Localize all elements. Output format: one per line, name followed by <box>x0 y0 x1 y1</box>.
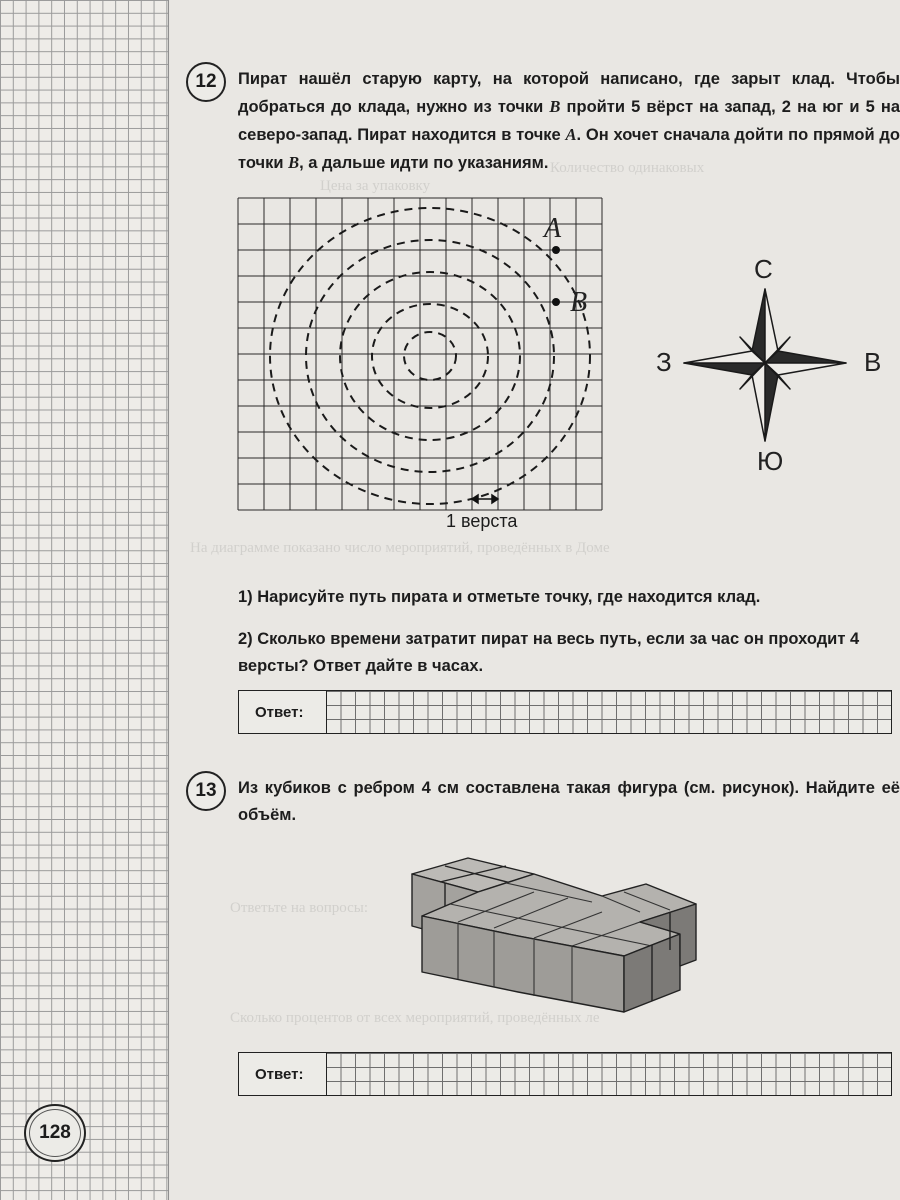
point-b-dot <box>552 298 560 306</box>
compass-south-label: Ю <box>757 446 784 476</box>
task-12-text-part: , а дальше идти по указаниям. <box>299 154 549 172</box>
task-12-text-part: пройти 5 вёрст на запад, 2 на юг и 5 на северо-запад. Пират находится в точке <box>238 98 900 144</box>
compass-north-label: С <box>754 254 773 284</box>
map-label-point-b: B <box>570 287 588 318</box>
scale-arrow <box>472 495 498 503</box>
task-12-question-1: 1) Нарисуйте путь пирата и отметьте точку, где находится клад. <box>238 588 761 606</box>
treasure-map-grid[interactable] <box>236 196 616 546</box>
task-12-text-part: Пират нашёл старую карту, на которой написано, где зарыт клад. Чтобы добраться до клада, нужно из точки <box>238 70 900 116</box>
margin-grid-paper <box>0 0 169 1200</box>
map-scale-label: 1 верста <box>442 511 521 532</box>
map-label-point-a: A <box>544 213 562 244</box>
page-number-badge: 128 <box>24 1104 86 1162</box>
task-12-text-part: . Он хочет сначала дойти по прямой до точки <box>238 126 900 172</box>
task-13-number: 13 <box>186 771 226 811</box>
task-12-point-b: B <box>288 153 300 172</box>
task-13-answer-field[interactable] <box>238 1052 892 1096</box>
compass-west-label: З <box>656 347 672 377</box>
task-12-text <box>238 66 900 177</box>
task-12-point-a: A <box>565 125 577 144</box>
compass-east-label: В <box>864 347 882 377</box>
task-12-point-b: B <box>549 97 561 116</box>
task-12-answer-field[interactable] <box>238 690 892 734</box>
compass-rose-icon <box>680 285 850 445</box>
workbook-page: Количество одинаковых Цена за упаковку На диаграмме показано число мероприятий, проведённых в Доме Ответьте на вопросы: Сколько процентов от всех мероприятий, проведённых ле 12 Пират нашёл старую карту, на которой написано, где зарыт клад. Чтобы добраться до клада, нужно из точки B пройти 5 вёрст на запад, 2 на юг и 5 на северо-запад. Пират находится в точке A. Он хочет сначала дойти по прямой до точки B, а дальше идти по указаниям. A B 1 верста С Ю З В 1) Нарисуйте путь пирата и отметьте точку, где находится клад. 2) Сколько времени затратит пират на весь путь, если за час он проходит 4 версты? Ответ дайте в часах. Ответ: 13 Из кубиков с ребром 4 см составлена такая фигура (см. рисунок). Найдите её объём. Ответ: <box>170 0 900 1200</box>
task-12-question-2: 2) Сколько времени затратит пират на весь путь, если за час он проходит 4 версты? Ответ дайте в часах. <box>238 630 860 675</box>
cube-figure-illustration <box>402 852 702 1022</box>
task-13-answer-label: Ответ: <box>239 1053 327 1095</box>
task-12-answer-label: Ответ: <box>239 691 327 733</box>
point-a-dot <box>552 246 560 254</box>
task-13-text: Из кубиков с ребром 4 см составлена такая фигура (см. рисунок). Найдите её объём. <box>238 779 900 824</box>
task-12-number: 12 <box>186 62 226 102</box>
